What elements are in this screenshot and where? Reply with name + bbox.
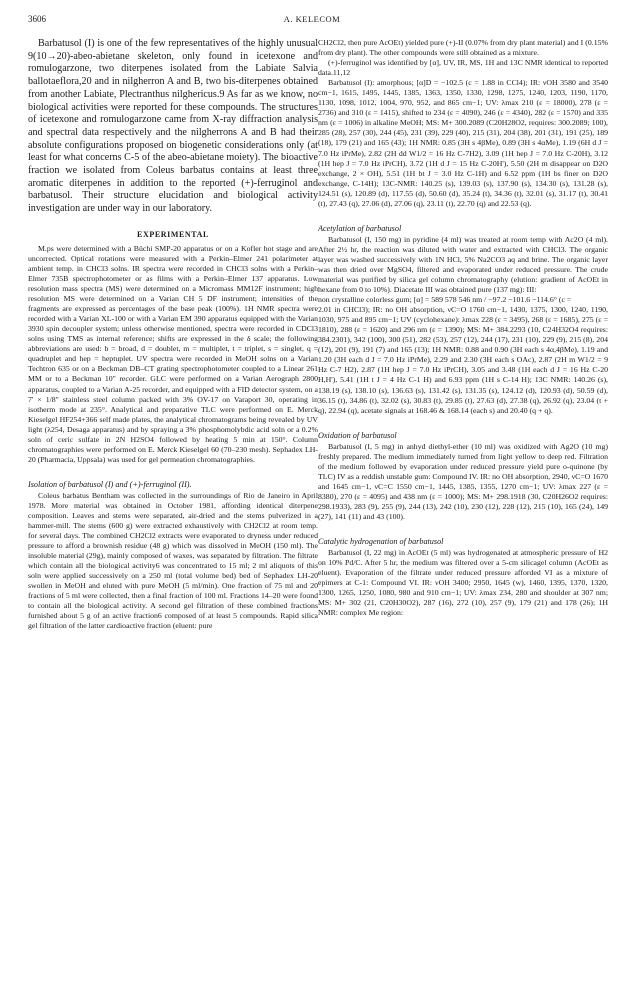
- hydrogenation-paragraph: Barbatusol (I, 22 mg) in AcOEt (5 ml) was hydrogenated at atmospheric pressure of H2 on 10% Pd/C. After 5 hr, the medium was filtered over a 5-cm silicagel column (AcOEt as eluent). Evaporation of the filtrate under reduced pressure afforded VI as a mixture of epimers at C-1: Compound VI. IR: νOH 3400; 2950, 1645 (w), 1460, 1395, 1370, 1320, 1300, 1265, 1250, 1080, 980 and 910 cm−1; UV: λmax 234, 280 and shoulder at 307 nm; MS: M+ 302 (21, C20H30O2), 287 (16), 272 (10), 257 (9), 179 (21) and 178 (26); 1H NMR: complex Me region:: [318, 548, 608, 618]
- isolation-heading: Isolation of barbatusol (I) and (+)-ferruginol (II).: [28, 479, 192, 489]
- intro-paragraph: Barbatusol (I) is one of the few representatives of the highly unusual 9(10→20)-abeo-abietane skeleton, only found in icetexone and romulogarzone, two diterpenes isolated from the Labiate Salvia ballotaeflora,20 and in nilgherron A and B, two bis-diterpenes obtained from another Labiate, Plectranthus nilghericus.9 As far as we know, no biological activities were reported for these compounds. The structures of icetexone and romulogarzone came from X-ray diffraction analysis and spectral data respectively and the nilgherrons A and B had their absolute configurations proposed on biogenetic considerations only (at least for what concerns C-5 of the abeo-abietane moiety). The bioactive fraction we isolated from Coleus barbatus contains at least three aromatic diterpenes in addition to the reported (+)-ferruginol and barbatusol. Their structure elucidation and biological activity investigation are under way in our laboratory.: [28, 38, 318, 215]
- left-column: [28, 38, 318, 993]
- optical-rotation-line: non crystalline colorless gum; [α] = 589 578 546 nm / −97.2 −101.6 −114.6° (c =: [318, 295, 572, 305]
- continuation-paragraph: CH2Cl2, then pure AcOEt) yielded pure (+)-II (0.07% from dry plant material) and I (0.15% from dry plant). The other compounds were still obtained as a mixture.: [318, 38, 608, 58]
- page-number: 3606: [28, 14, 46, 24]
- ferruginol-paragraph: (+)-ferruginol was identified by [α], UV, IR, MS, 1H and 13C NMR identical to reported data.11,12: [318, 58, 608, 78]
- right-column: [318, 38, 608, 993]
- experimental-paragraph: M.ps were determined with a Büchi SMP-20 apparatus or on a Kofler hot stage and are uncorrected. Optical rotations were measured with a Perkin–Elmer 241 polarimeter at ambient temp. in CHCl3 solns. IR spectra were recorded in CHCl3 solns with a Perkin–Elmer 735B spectrophotometer or as films with a Perkin–Elmer 137 apparatus. Low resolution mass spectra (MS) were determined on a Micromass MM12F instrument; high resolution MS were determined on a Varian CH 5 DF instrument; intensities of the fragments are expressed as percentages of the base peak (100%). 1H NMR spectra were recorded with a Varian XL-100 or with a Varian EM 390 apparatus equipped with the Varian 3930 spin decoupler system; unless otherwise mentioned, spectra were recorded in CDCl3 solns using TMS as internal reference; shifts are expressed in the δ scale; the following abbreviations are used: b = broad, d = doublet, m = multiplet, t = triplet, s = singlet, q = quadruplet and hep = heptuplet. UV spectra were recorded in MeOH solns on a Varian Techtron 635 or on a Beckman DB–CT grating spectrophotometer coupled to a Linear 261 MM or to a Beckman 10" recorder. GLC were performed on a Varian Aerograph 2800 apparatus, coupled to a Varian A-25 recorder, and equipped with a FID detector system, on a 7' × 1/8" stainless steel column packed with 3% OV-17 on Varaport 30, operating in isotherm mode at 235°. Analytical and preparative TLC were performed on E. Merck Kieselgel HF254+366 self made plates, the analytical chromatograms being revealed by UV light (λ254, Desaga apparatus) and by spraying a 3% phosphomolybdic acid soln or a 0.2% soln of ceric sulfate in 2N H2SO4 followed by heating 5 min at 150°. Column chromatographies were performed on E. Merck Kieselgel 60 (70–230 mesh). Sephadex LH-20 (Pharmacia, Uppsala) was used for gel permeation chromatographies.: [28, 243, 318, 464]
- barbatusol-paragraph: Barbatusol (I): amorphous; [α]D = −102.5 (c = 1.88 in CCl4); IR: νOH 3580 and 3540 cm−1, 1615, 1495, 1445, 1385, 1363, 1350, 1330, 1298, 1275, 1240, 1203, 1190, 1170, 1130, 1098, 1012, 1004, 970, 952, and 865 cm−1; UV: λmax 210 (ε = 18000), 278 (ε = 2736) and 310 (ε = 1415), shifted to 234 (ε = 4090), 246 (ε = 4340), 282 (ε = 1570) and 335 nm (ε = 1006) in alkaline MeOH; MS: M+ 300.2089 (C20H28O2, requires: 300.2089; 100), 285 (28), 257 (30), 244 (45), 231 (39), 229 (40), 215 (31), 204 (38), 201 (31), 191 (25), 189 (18), 179 (21) and 165 (43); 1H NMR: 0.85 (3H s 4βMe), 0.89 (3H s 4αMe), 1.19 (6H d J = 7.0 Hz iPrMe), 2.82 (2H dd W1/2 = 16 Hz C-7H2), 3.09 (1H hep J = 7.0 Hz C-20H), 3.12 (1H hep J = 7.0 Hz iPrCH), 3.72 (1H d J = 15 Hz C-20H'), 5.50 (2H m disappear on D2O exchange, 2 × OH), 5.51 (1H bt J = 3.0 Hz C-1H) and 6.52 ppm (1H bs finer on D2O exchange, C-14H); 13C-NMR: 140.25 (s), 139.03 (s), 137.90 (s), 134.30 (s), 131.28 (s), 124.51 (s), 120.89 (d), 117.55 (d), 50.60 (d), 35.24 (t), 34.36 (t), 32.01 (s), 31.17 (t), 30.41 (t), 27.43 (q), 27.06 (d), 27.06 (q), 23.11 (t), 22.70 (q) and 22.53 (q).: [318, 78, 608, 208]
- acetylation-data: 2.01 in CHCl3); IR: no OH absorption, νC=O 1760 cm−1, 1430, 1375, 1300, 1240, 1190, 1030, 975 and 895 cm−1; UV (cyclohexane): λmax 228 (ε = 3495), 268 (ε = 1685), 275 (ε = 1810), 288 (ε = 1620) and 296 nm (ε = 1390); MS: M+ 384.2293 (10, C24H32O4 requires: 384.2301), 342 (100), 300 (51), 282 (53), 257 (12), 244 (17), 231 (10), 229 (9), 215 (8), 204 (12), 201 (9), 191 (7) and 165 (13); 1H NMR: 0.88 and 0.90 (3H each s 4α,4βMe), 1.19 and 1.20 (3H each d J = 7.0 Hz iPrMe), 2.29 and 2.30 (3H each s OAc), 2.87 (2H m W1/2 = 9 Hz C-7 H2), 2.87 (1H hep J = 7.0 Hz iPrCH), 3.05 and 3.48 (1H each d J = 16 Hz C-20 H,H'), 5.41 (1H t J = 4 Hz C-1 H) and 6.93 ppm (1H s C-14 H); 13C NMR: 140.26 (s), 138.19 (s), 138.10 (s), 136.63 (s), 131.42 (s), 131.35 (s), 124.12 (d), 120.93 (d), 50.59 (d), 36.15 (t), 34.86 (t), 32.02 (s), 30.83 (t), 29.85 (t), 27.63 (d), 27.38 (q), 26.92 (q), 23.04 (t + q), 22.94 (q), acetate signals at 168.46 & 168.14 (each s) and 20.40 (q + q).: [318, 305, 608, 415]
- acetylation-paragraph: Barbatusol (I, 150 mg) in pyridine (4 ml) was treated at room temp with Ac2O (4 ml). After 2½ hr, the reaction was diluted with water and extracted with CHCl3. The organic layer was washed successively with 1N HCl, 5% Na2CO3 aq and brine. The organic layer was then dried over MgSO4, filtered and evaporated under reduced pressure. The crude material was purified by silica gel column chromatography (elution: gradient of AcOEt in hexane from 0 to 10%). Diacetate III was obtained pure (137 mg): III:: [318, 234, 608, 295]
- running-title: A. KELECOM: [283, 14, 341, 24]
- section-title: EXPERIMENTAL: [137, 229, 209, 239]
- oxidation-paragraph: Barbatusol (I, 5 mg) in anhyd diethyl-ether (10 ml) was oxidized with Ag2O (10 mg) freshly prepared. The medium immediately turned from light yellow to deep red. Filtration of the medium followed by evaporation under reduced pressure yield pure o-quinone (by TLC) IV as a reddish unstable gum: Compound IV. IR: no OH absorption, 2940, νC=O 1670 and 1645 cm−1, νC=C 1550 cm−1, 1445, 1385, 1355, 1270 cm−1; UV: λmax 227 (ε = 8380), 270 (ε = 4095) and 438 nm (ε = 1000); MS: M+ 298.1918 (30, C20H26O2 requires: 298.1933), 283 (9), 255 (9), 244 (13), 242 (10), 230 (12), 228 (12), 215 (10), 165 (24), 149 (27), 141 (11) and 43 (100).: [318, 441, 608, 521]
- hydrogenation-heading: Catalytic hydrogenation of barbatusol: [318, 537, 444, 547]
- isolation-paragraph: Coleus barbatus Bentham was collected in the surroundings of Rio de Janeiro in April 1978. More material was obtained in October 1981, affording identical diterpene composition. Leaves and stems were separated, air-dried and the stems pulverized in a hammer-mill. The stems (600 g) were extracted exhaustively with CH2Cl2 at room temp. for several days. The combined CH2Cl2 extracts were evaporated to dryness under reduced pressure to afford a brownish residue (48 g) which was dissolved in MeOH (150 ml). The insoluble material (29g), mainly composed of waxes, was separated by filtration. The filtrate which contain all the biological activity6 was concentrated to 15 ml; 2 ml aliquots of this soln were applied successively on a 250 ml (total volume bed) bed of Sephadex LH-20 swollen in MeOH and eluted with pure MeOH (5 ml/min). One fraction of 75 ml and 20 fractions of 5 ml were collected, then a final fraction of 100 ml. Fractions 14–20 were found to contain all the biological activity. A second gel filtration of these combined fractions furnished about 5 g of an active fraction6 composed of at least 5 compounds. Rapid silica gel filtration of the latter cardioactive fraction (eluent: pure: [28, 490, 318, 631]
- acetylation-heading: Acetylation of barbatusol: [318, 223, 402, 233]
- oxidation-heading: Oxidation of barbatusol: [318, 430, 397, 440]
